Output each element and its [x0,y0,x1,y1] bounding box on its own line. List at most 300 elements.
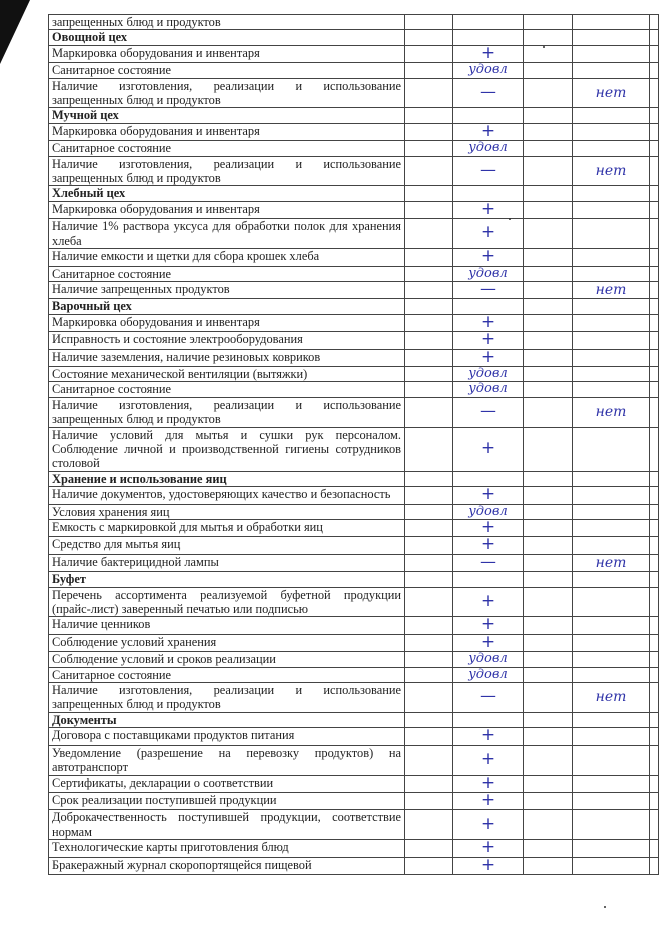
empty-cell [524,78,573,108]
empty-cell [573,471,650,486]
handwritten-note [573,201,650,218]
handwritten-mark [453,382,524,397]
empty-cell [650,30,659,45]
empty-cell [405,249,453,266]
edge-cell [650,382,659,397]
mark-value: + [480,775,496,793]
mark-value: + [480,437,496,458]
empty-cell [524,554,573,571]
checklist-row [49,504,659,519]
empty-cell [524,487,573,504]
edge-cell [650,219,659,249]
edge-cell [650,123,659,140]
handwritten-mark [453,281,524,298]
handwritten-mark [453,141,524,156]
checklist-row [49,652,659,667]
section-heading: Овощной цех [49,30,405,45]
empty-cell [453,108,524,123]
empty-cell [524,572,573,587]
section-heading-row [49,186,659,201]
edge-cell [650,504,659,519]
checklist-row [49,520,659,537]
criterion-text: Условия хранения яиц [49,504,405,519]
section-heading-row [49,712,659,727]
checklist-row [49,587,659,617]
edge-cell [650,314,659,331]
empty-cell [405,667,453,682]
criterion-text: Исправность и состояние электрооборудования [49,332,405,349]
empty-cell [524,314,573,331]
handwritten-note [573,366,650,381]
empty-cell [405,572,453,587]
handwritten-mark [453,156,524,186]
checklist-row [49,366,659,381]
handwritten-note [573,857,650,874]
empty-cell [524,123,573,140]
mark-value: + [480,486,496,505]
empty-cell [453,712,524,727]
handwritten-note [573,520,650,537]
mark-value: удовл [468,667,508,682]
empty-cell [453,572,524,587]
checklist-row [49,634,659,651]
checklist-row [49,683,659,713]
empty-cell [524,186,573,201]
checklist-row [49,266,659,281]
empty-cell [405,108,453,123]
mark-value: удовл [468,140,508,156]
criterion-text: Соблюдение условий и сроков реализации [49,652,405,667]
handwritten-mark [453,332,524,349]
criterion-text: Наличие емкости и щетки для сбора крошек хлеба [49,249,405,266]
empty-cell [524,520,573,537]
handwritten-note: нет [573,78,650,108]
criterion-text: Маркировка оборудования и инвентаря [49,123,405,140]
handwritten-mark [453,792,524,809]
empty-cell [524,471,573,486]
edge-cell [650,728,659,745]
section-heading: Мучной цех [49,108,405,123]
empty-cell [524,15,573,30]
empty-cell [405,652,453,667]
empty-cell [524,427,573,471]
checklist-row [49,427,659,471]
empty-cell [524,63,573,78]
checklist-row [49,537,659,554]
edge-cell [650,745,659,775]
edge-cell [650,15,659,30]
edge-cell [650,349,659,366]
criterion-text: Маркировка оборудования и инвентаря [49,314,405,331]
checklist-row [49,201,659,218]
empty-cell [650,299,659,314]
checklist-row [49,840,659,857]
section-heading-row [49,471,659,486]
mark-value: + [480,201,496,219]
handwritten-note [573,249,650,266]
mark-value: + [480,792,496,810]
handwritten-note [573,266,650,281]
empty-cell [405,314,453,331]
handwritten-note [573,537,650,554]
empty-cell [405,634,453,651]
checklist-row [49,45,659,62]
empty-cell [573,30,650,45]
checklist-row [49,857,659,874]
empty-cell [405,266,453,281]
edge-cell [650,683,659,713]
empty-cell [405,219,453,249]
empty-cell [405,857,453,874]
empty-cell [573,299,650,314]
empty-cell [405,30,453,45]
edge-cell [650,332,659,349]
empty-cell [524,141,573,156]
handwritten-mark [453,45,524,62]
handwritten-mark [453,840,524,857]
empty-cell [524,249,573,266]
criterion-text: Маркировка оборудования и инвентаря [49,45,405,62]
criterion-text: Средство для мытья яиц [49,537,405,554]
empty-cell [524,857,573,874]
checklist-table [48,14,659,875]
handwritten-mark [453,683,524,713]
empty-cell [405,617,453,634]
empty-cell [524,683,573,713]
criterion-text: Наличие условий для мытья и сушки рук персоналом. Соблюдение личной и производственной гигиены сотрудников столовой [49,427,405,471]
handwritten-note [573,775,650,792]
criterion-text: Наличие изготовления, реализации и использование запрещенных блюд и продуктов [49,683,405,713]
handwritten-mark [453,520,524,537]
empty-cell [650,572,659,587]
criterion-text: Санитарное состояние [49,266,405,281]
checklist-row [49,156,659,186]
empty-cell [524,266,573,281]
handwritten-mark [453,728,524,745]
checklist-row [49,382,659,397]
handwritten-note [573,219,650,249]
empty-cell [405,349,453,366]
checklist-row [49,15,659,30]
edge-cell [650,587,659,617]
empty-cell [524,219,573,249]
criterion-text: Сертификаты, декларации о соответствии [49,775,405,792]
edge-cell [650,775,659,792]
mark-value: + [480,519,496,537]
edge-cell [650,397,659,427]
handwritten-note [573,587,650,617]
empty-cell [524,30,573,45]
empty-cell [453,30,524,45]
handwritten-note [573,332,650,349]
edge-cell [650,366,659,381]
section-heading: Хранение и использование яиц [49,471,405,486]
empty-cell [524,634,573,651]
handwritten-mark [453,554,524,571]
checklist-row [49,249,659,266]
handwritten-note [573,652,650,667]
handwritten-mark [453,587,524,617]
criterion-text: Уведомление (разрешение на перевозку продуктов) на автотранспорт [49,745,405,775]
empty-cell [405,712,453,727]
handwritten-mark [453,634,524,651]
empty-cell [405,63,453,78]
handwritten-note: нет [573,281,650,298]
empty-cell [524,108,573,123]
checklist-row [49,397,659,427]
checklist-row [49,332,659,349]
empty-cell [524,810,573,840]
empty-cell [453,471,524,486]
handwritten-note [573,141,650,156]
mark-value: удовл [468,504,508,519]
scan-shadow-corner [0,0,30,64]
edge-cell [650,156,659,186]
edge-cell [650,652,659,667]
edge-cell [650,266,659,281]
edge-cell [650,141,659,156]
handwritten-mark [453,15,524,30]
criterion-text: Состояние механической вентиляции (вытяжки) [49,366,405,381]
edge-cell [650,427,659,471]
handwritten-mark [453,63,524,78]
edge-cell [650,281,659,298]
empty-cell [573,572,650,587]
empty-cell [405,299,453,314]
empty-cell [650,186,659,201]
handwritten-note [573,745,650,775]
criterion-text: Перечень ассортимента реализуемой буфетной продукции (прайс-лист) заверенный печатью или подписью [49,587,405,617]
criterion-text: Наличие запрещенных продуктов [49,281,405,298]
handwritten-note: нет [573,554,650,571]
mark-value: + [480,536,496,555]
section-heading-row [49,108,659,123]
criterion-text: запрещенных блюд и продуктов [49,15,405,30]
edge-cell [650,634,659,651]
empty-cell [405,427,453,471]
edge-cell [650,810,659,840]
empty-cell [524,332,573,349]
edge-cell [650,78,659,108]
mark-value: + [480,590,496,611]
empty-cell [524,745,573,775]
empty-cell [524,45,573,62]
handwritten-mark [453,397,524,427]
handwritten-mark [453,667,524,682]
empty-cell [405,366,453,381]
checklist-row [49,63,659,78]
empty-cell [405,15,453,30]
section-heading-row [49,572,659,587]
handwritten-note [573,487,650,504]
empty-cell [405,520,453,537]
handwritten-mark [453,78,524,108]
handwritten-note [573,792,650,809]
empty-cell [405,775,453,792]
checklist-row [49,314,659,331]
empty-cell [405,745,453,775]
empty-cell [524,366,573,381]
criterion-text: Маркировка оборудования и инвентаря [49,201,405,218]
section-heading: Хлебный цех [49,186,405,201]
edge-cell [650,45,659,62]
empty-cell [405,683,453,713]
empty-cell [573,186,650,201]
checklist-row [49,775,659,792]
mark-value: + [480,857,496,875]
handwritten-note [573,349,650,366]
mark-value: удовл [468,651,508,667]
empty-cell [524,201,573,218]
criterion-text: Емкость с маркировкой для мытья и обработки яиц [49,520,405,537]
criterion-text: Санитарное состояние [49,667,405,682]
empty-cell [405,792,453,809]
empty-cell [524,537,573,554]
edge-cell [650,487,659,504]
empty-cell [405,382,453,397]
handwritten-mark [453,617,524,634]
empty-cell [524,156,573,186]
checklist-row [49,810,659,840]
criterion-text: Наличие бактерицидной лампы [49,554,405,571]
mark-value: — [480,281,496,298]
checklist-row [49,123,659,140]
empty-cell [524,728,573,745]
criterion-text: Наличие заземления, наличие резиновых ковриков [49,349,405,366]
handwritten-note [573,728,650,745]
empty-cell [524,712,573,727]
mark-value: + [480,248,496,266]
edge-cell [650,63,659,78]
empty-cell [650,108,659,123]
criterion-text: Наличие документов, удостоверяющих качество и безопасность [49,487,405,504]
empty-cell [405,332,453,349]
empty-cell [405,123,453,140]
checklist-row [49,792,659,809]
handwritten-note [573,810,650,840]
scan-speck [543,46,545,48]
handwritten-note [573,634,650,651]
handwritten-note [573,63,650,78]
empty-cell [405,728,453,745]
criterion-text: Соблюдение условий хранения [49,634,405,651]
edge-cell [650,520,659,537]
handwritten-note [573,123,650,140]
handwritten-note: нет [573,397,650,427]
mark-value: удовл [468,266,508,281]
scan-speck [509,218,511,220]
mark-value: + [480,727,496,746]
criterion-text: Санитарное состояние [49,63,405,78]
edge-cell [650,554,659,571]
section-heading-row [49,299,659,314]
section-heading: Буфет [49,572,405,587]
edge-cell [650,537,659,554]
mark-value: — [480,81,496,101]
handwritten-mark [453,123,524,140]
handwritten-note [573,382,650,397]
criterion-text: Наличие ценников [49,617,405,634]
empty-cell [524,587,573,617]
mark-value: + [480,123,496,141]
criterion-text: Технологические карты приготовления блюд [49,840,405,857]
empty-cell [405,186,453,201]
checklist-row [49,487,659,504]
criterion-text: Доброкачественность поступившей продукции, соответствие нормам [49,810,405,840]
empty-cell [405,487,453,504]
empty-cell [405,840,453,857]
empty-cell [524,299,573,314]
handwritten-mark [453,266,524,281]
handwritten-note [573,314,650,331]
empty-cell [524,775,573,792]
empty-cell [405,587,453,617]
empty-cell [524,349,573,366]
handwritten-mark [453,201,524,218]
edge-cell [650,201,659,218]
handwritten-mark [453,219,524,249]
empty-cell [405,537,453,554]
handwritten-mark [453,427,524,471]
empty-cell [453,299,524,314]
empty-cell [524,281,573,298]
mark-value: — [480,686,496,706]
section-heading-row [49,30,659,45]
handwritten-mark [453,487,524,504]
edge-cell [650,857,659,874]
mark-value: + [480,349,496,367]
edge-cell [650,840,659,857]
mark-value: + [480,634,496,652]
mark-value: удовл [468,366,508,381]
empty-cell [524,840,573,857]
mark-value: удовл [468,381,508,397]
empty-cell [650,471,659,486]
mark-value: + [480,331,496,350]
checklist-row [49,745,659,775]
empty-cell [524,652,573,667]
section-heading: Варочный цех [49,299,405,314]
handwritten-mark [453,349,524,366]
handwritten-mark [453,537,524,554]
checklist-row [49,349,659,366]
empty-cell [405,471,453,486]
handwritten-mark [453,652,524,667]
empty-cell [405,504,453,519]
checklist-row [49,281,659,298]
handwritten-note: нет [573,156,650,186]
edge-cell [650,249,659,266]
empty-cell [405,397,453,427]
mark-value: + [480,839,496,858]
mark-value: + [480,813,496,834]
edge-cell [650,617,659,634]
mark-value: + [480,616,496,635]
checklist-row [49,141,659,156]
criterion-text: Наличие изготовления, реализации и использование запрещенных блюд и продуктов [49,78,405,108]
criterion-text: Санитарное состояние [49,141,405,156]
checklist-row [49,78,659,108]
handwritten-mark [453,314,524,331]
empty-cell [453,186,524,201]
edge-cell [650,667,659,682]
empty-cell [573,108,650,123]
empty-cell [405,156,453,186]
mark-value: + [480,748,496,769]
checklist-body [49,15,659,875]
empty-cell [650,712,659,727]
empty-cell [524,397,573,427]
